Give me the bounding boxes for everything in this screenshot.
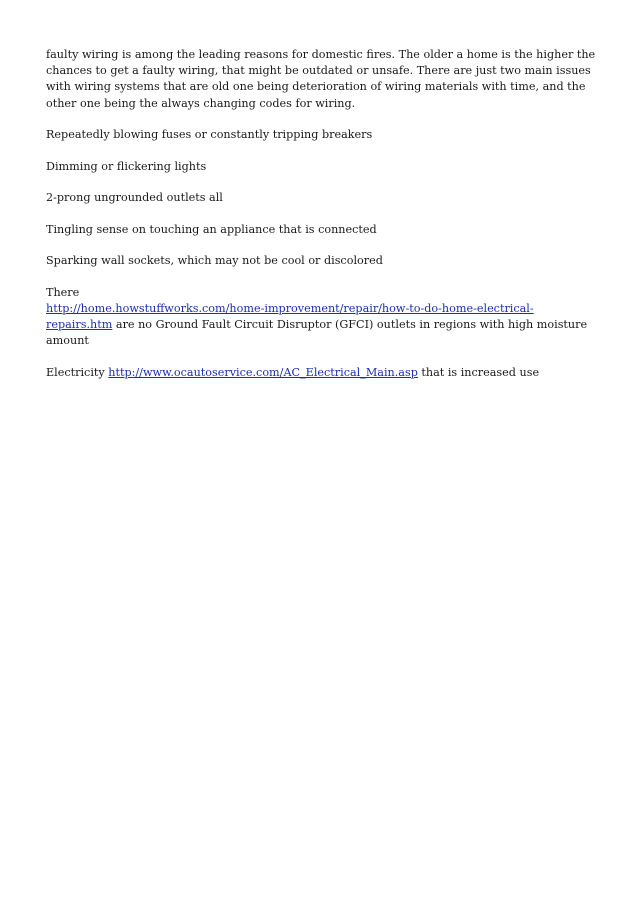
symptom-item-lights: Dimming or flickering lights xyxy=(46,159,207,173)
gfci-text-after: are no Ground Fault Circuit Disruptor (GFCI) outlets in regions with high moisture amount xyxy=(46,318,588,348)
electricity-text-after: that is increased use xyxy=(417,365,540,379)
ocautoservice-link[interactable]: http://www.ocautoservice.com/AC_Electrical_Main.asp xyxy=(108,365,418,379)
symptom-item-fuses: Repeatedly blowing fuses or constantly tripping breakers xyxy=(46,128,373,142)
electricity-paragraph xyxy=(46,365,598,381)
document-body xyxy=(46,47,598,396)
gfci-text-before: There xyxy=(46,285,80,299)
intro-paragraph: faulty wiring is among the leading reasons for domestic fires. The older a home is the higher the chances to get a faulty wiring, that might be outdated or unsafe. There are just two main issues with wiring systems that are old one being deterioration of wiring materials with time, and the other one being the always changing codes for wiring. xyxy=(46,48,596,110)
symptom-item-sparking: Sparking wall sockets, which may not be cool or discolored xyxy=(46,254,383,268)
electricity-text-before: Electricity xyxy=(46,365,109,379)
symptom-item-outlets: 2-prong ungrounded outlets all xyxy=(46,191,223,205)
symptom-item-tingling: Tingling sense on touching an appliance that is connected xyxy=(46,222,377,236)
howstuffworks-link[interactable]: http://home.howstuffworks.com/home-improvement/repair/how-to-do-home-electrical-repairs.htm xyxy=(46,301,534,332)
gfci-paragraph xyxy=(46,285,598,350)
